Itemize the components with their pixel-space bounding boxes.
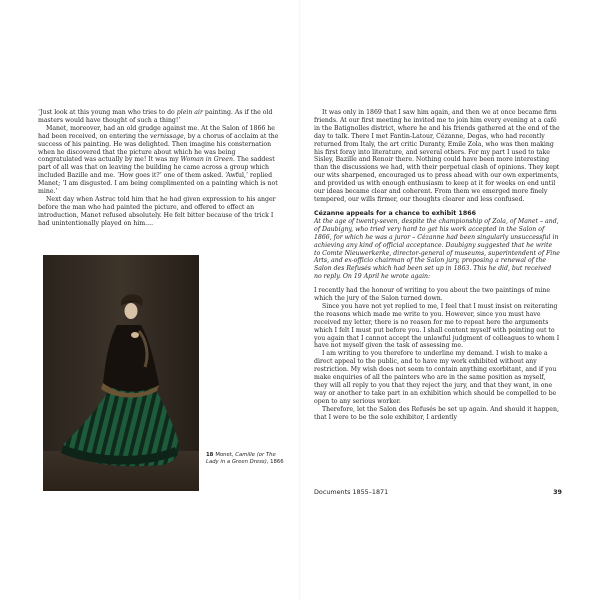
text-run: I am writing to you therefore to underline my demand. I wish to make a direct appeal to the public, and to have my work exhibited without any restriction. My wish does not seem to contain anything exorbitant, and if you make enquiries of all the painters who are in the same position as myself, they will all reply to you that they reject the jury, and that they want, in one way or another to take part in an exhibition which should be compelled to be open to any serious worker. [314,350,557,405]
text-run: Manet, moreover, had an old grudge against me. At the Salon of 1866 he had been received, on entering the [38,124,275,140]
text-run: Next day when Astruc told him that he had given expression to his anger before the man who had painted the picture, and offered to effect an introduction, Manet refused absolutely. He felt bitter because of the trick I had unintentionally played on him.... [38,195,276,227]
text-run: Since you have not yet replied to me, I feel that I must insist on reiterating the reasons which made me write to you. However, since you must have received my letter, there is no reason for me to repeat here the arguments which I felt I must put before you. I shall content myself with pointing out to you again that I cannot accept the unlawful judgment of colleagues to whom I have not myself given the task of assessing me. [314,302,560,350]
caption-artist: Monet, [215,452,236,458]
paragraph [314,350,560,405]
running-head: Documents 1855–1871 [314,488,389,496]
paragraph [314,109,560,204]
page-gutter [299,0,301,600]
right-intro-text [314,109,560,204]
paragraph [314,303,560,350]
text-run: It was only in 1869 that I saw him again, and then we at once became firm friends. At our first meeting he invited me to join him every evening at a café in the Batignolles district, where he and his friends gathered at the end of the day to talk. There I met Fantin-Latour, Cézanne, Degas, who had recently returned from Italy, the art critic Duranty, Emile Zola, who was then making his first foray into literature, and several others. For my part I used to take Sisley, Bazille and Renoir there. Nothing could have been more interesting than the discussions we had, with their perpetual clash of opinions. They kept our wits sharpened, encouraged us to press ahead with our own experiments, and provided us with enough enthusiasm to keep at it for weeks on end until our ideas became clear and coherent. From them we emerged more finely tempered, our wills firmer, our thoughts clearer and less confused. [314,109,560,203]
text-run: ‘Just look at this young man who tries to do [38,109,177,116]
text-run: . The saddest part of all was that on leaving the building he came across a group which included Bazille and me. ‘How goes it?’ one of them asked. ‘Awful,’ replied Manet; ‘I am disgusted. I am being complimented on a painting which is not mine.’ [38,156,278,196]
paragraph [38,196,281,228]
italic-text: Woman in Green [180,156,233,164]
right-page-text [314,109,560,422]
italic-text: vernissage [150,132,184,140]
left-page-text [38,109,281,228]
text-run: At the age of twenty-seven, despite the championship of Zola, of Manet – and, of Daubigny, who tried very hard to get his work accepted in the Salon of 1866, for which he was a juror – Cézanne had been singularly unsuccessful in achieving any kind of official acceptance. Daubigny suggested that he write to Comte Nieuwerkerke, director-general of museums, superintendent of Fine Arts, and ex-officio chairman of the Salon jury, proposing a renewal of the Salon des Refusés which had been set up in 1863. This he did, but received no reply. On 19 April he wrote again: [314,217,560,281]
caption-date: , 1866 [266,458,284,465]
painting-image [43,255,199,491]
text-run: I recently had the honour of writing to you about the two paintings of mine which the jury of the Salon turned down. [314,287,551,303]
figure-caption [206,452,286,465]
section-heading: Cézanne appeals for a chance to exhibit 1866 [314,209,476,217]
letter-text [314,287,560,421]
text-run: Therefore, let the Salon des Refusés be set up again. And should it happen, that I were to be the sole exhibitor, I ardently [314,405,559,421]
paragraph [38,125,281,196]
caption-number: 18 [206,452,214,458]
text-run: , by a chorus of acclaim at the success of his painting. He was delighted. Then imagine his consternation when he discovered that the picture about which he was being congratulated was actually by me! It was my [38,132,279,164]
painting-camille [43,255,199,491]
page-number: 39 [553,488,562,496]
text-run: painting. As if the old masters would have thought of such a thing!’ [38,109,273,124]
caption-title: Camille (or The Lady in a Green Dress) [206,452,276,465]
paragraph [314,406,560,422]
paragraph [38,109,281,125]
italic-text: plein air [176,109,203,116]
paragraph [314,287,560,303]
section-intro [314,218,560,281]
